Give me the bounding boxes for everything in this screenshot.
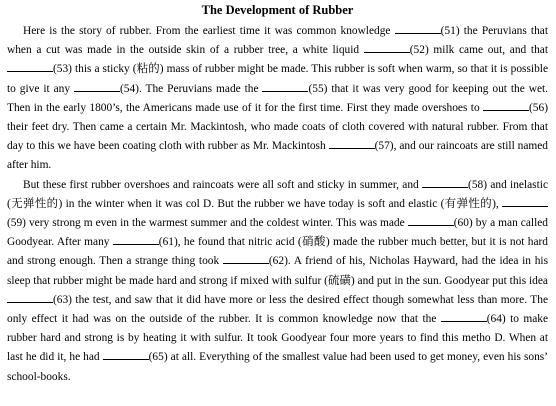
answer-blank-58 (422, 176, 468, 188)
text-segment: (61), he found that nitric acid (硝酸) made the rubber much better, but it is not hard and strong enough. Then a strange thing took (7, 236, 548, 268)
answer-blank-65 (103, 348, 149, 360)
answer-blank-51 (395, 22, 441, 34)
text-segment: But these first rubber overshoes and raincoats were all soft and sticky in summer, and (23, 178, 423, 191)
answer-blank-53 (7, 60, 53, 72)
text-segment: (58) and inelastic (无弹性的) in the winter when it was col D. But the rubber we have today is soft and elastic (有弹性的), (7, 178, 549, 210)
answer-blank-60 (408, 214, 454, 226)
text-segment: (62). A friend of his, Nicholas Hayward, had the idea in his sleep that rubber might be made hard and strong if mixed with sulfur (硫磺) and put in the sun. Goodyear put this idea (7, 255, 549, 287)
document-title: The Development of Rubber (201, 3, 354, 17)
answer-blank-59 (502, 195, 548, 207)
text-segment: (59) very strong m even in the warmest summer and the coldest winter. This was made (7, 217, 408, 230)
text-segment: Here is the story of rubber. From the earliest time it was common knowledge (23, 25, 395, 37)
answer-blank-62 (223, 252, 269, 264)
text-segment: (55) that it was very good for keeping out the wet. Then in the early 1800’s, the Americans made use of it for the first time. First they made overshoes to (7, 82, 549, 114)
text-segment: (63) the test, and saw that it did have more or less the desired effect though somewhat less than more. The only effect it had was on the outside of the rubber. It is common knowledge now that the (7, 293, 548, 326)
answer-blank-52 (364, 41, 410, 53)
text-segment: (65) at all. Everything of the smallest value had been used to get money, even his sons’ school-books. (7, 351, 548, 383)
text-segment: (51) the Peruvians that when a cut was made in the outside skin of a rubber tree, a white liquid (7, 25, 548, 57)
answer-blank-56 (483, 99, 529, 111)
paragraph-1 (7, 22, 548, 176)
text-segment: (64) to make rubber hard and strong is by heating it with sulfur. It took Goodyear four more years to find this metho D. When at last he did it, he had (7, 313, 549, 364)
answer-blank-61 (113, 233, 159, 245)
text-segment: (56) their feet dry. Then came a certain Mr. Mackintosh, who made coats of cloth covered with natural rubber. From that day to this we have been coating cloth with rubber as Mr. Mackintosh (7, 101, 548, 153)
text-segment: (52) milk came out, and that (409, 44, 549, 57)
answer-blank-63 (7, 291, 53, 303)
text-segment: (53) this a sticky (粘的) mass of rubber might be made. This rubber is soft when warm, so that it is possible to give it any (7, 63, 548, 95)
text-segment: (57), and our raincoats are still named after him. (7, 140, 549, 172)
paragraph-2 (7, 176, 548, 387)
answer-blank-55 (262, 80, 308, 92)
answer-blank-57 (329, 137, 375, 149)
answer-blank-54 (74, 80, 120, 92)
text-segment: (54). The Peruvians made the (119, 82, 263, 95)
answer-blank-64 (441, 310, 487, 322)
text-segment: (60) by a man called Goodyear. After many (7, 217, 548, 249)
